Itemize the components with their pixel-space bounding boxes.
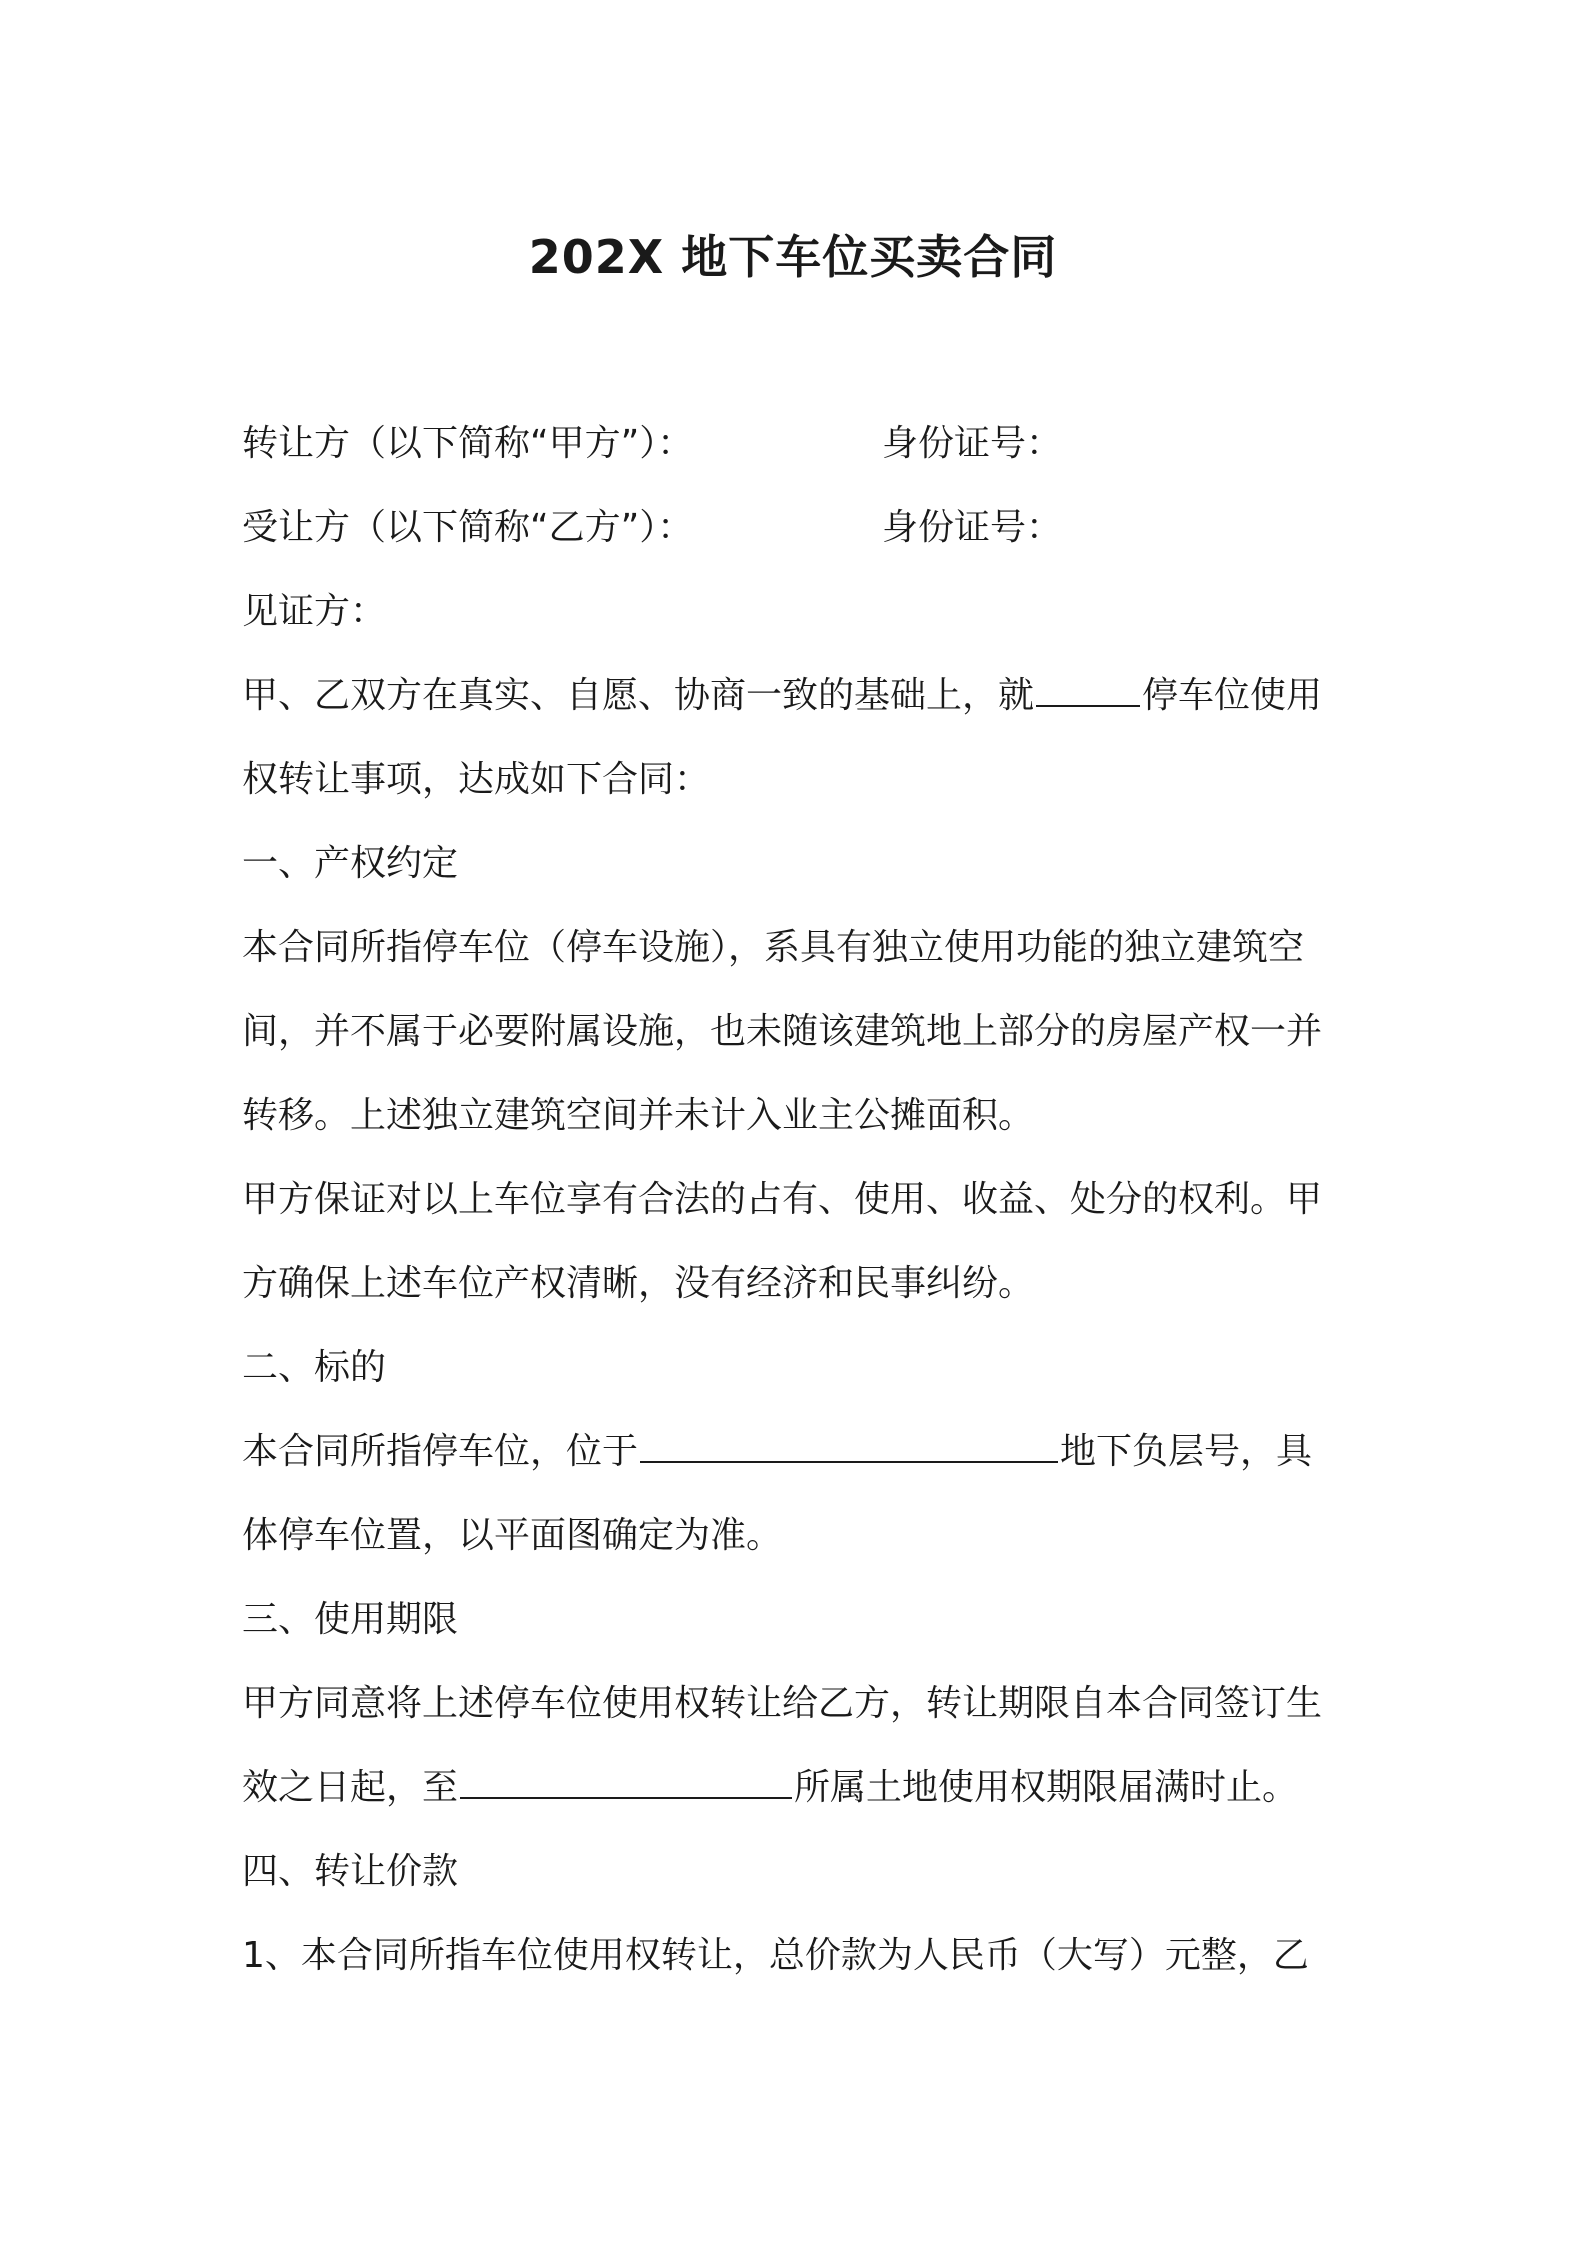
document-body [242,402,1362,1998]
term-line-1: 甲方同意将上述停车位使用权转让给乙方，转让期限自本合同签订生 [242,1683,1323,1724]
section-heading-price: 四、转让价款 [242,1851,459,1892]
witness-label: 见证方： [242,591,387,632]
ownership-line-3: 转移。上述独立建筑空间并未计入业主公摊面积。 [242,1095,1035,1136]
transferor-line [242,402,1362,486]
section-heading-term: 三、使用期限 [242,1599,459,1640]
price-line-1: 1、本合同所指车位使用权转让，总价款为人民币（大写）元整，乙 [242,1935,1309,1976]
parking-lot-blank [1036,673,1140,707]
subject-line-2: 体停车位置，以平面图确定为准。 [242,1515,783,1556]
subject-text-after: 地下负层号，具 [1060,1431,1313,1472]
ownership-line-5: 方确保上述车位产权清晰，没有经济和民事纠纷。 [242,1263,1035,1304]
term-text-after: 所属土地使用权期限届满时止。 [794,1767,1299,1808]
term-text-before: 效之日起，至 [242,1767,459,1808]
intro-text-before: 甲、乙双方在真实、自愿、协商一致的基础上，就 [242,675,1035,716]
transferor-label: 转让方（以下简称“甲方”）： [242,423,694,464]
intro-text-after: 停车位使用 [1142,675,1323,716]
term-line-2 [242,1746,1362,1830]
transferor-id-label: 身份证号： [882,423,1063,464]
transferee-line [242,486,1362,570]
location-blank [640,1429,1058,1463]
intro-line-1 [242,654,1362,738]
ownership-line-1: 本合同所指停车位（停车设施），系具有独立使用功能的独立建筑空 [242,927,1305,968]
subject-text-before: 本合同所指停车位，位于 [242,1431,639,1472]
section-heading-ownership: 一、产权约定 [242,843,459,884]
ownership-line-4: 甲方保证对以上车位享有合法的占有、使用、收益、处分的权利。甲 [242,1179,1323,1220]
document-title: 202X 地下车位买卖合同 [528,230,1058,284]
ownership-line-2: 间，并不属于必要附属设施，也未随该建筑地上部分的房屋产权一并 [242,1011,1323,1052]
transferee-id-label: 身份证号： [882,507,1063,548]
intro-line-2: 权转让事项，达成如下合同： [242,759,711,800]
witness-line [242,570,1362,654]
transferee-label: 受让方（以下简称“乙方”）： [242,507,694,548]
term-end-blank [460,1765,792,1799]
section-heading-subject: 二、标的 [242,1347,387,1388]
subject-line-1 [242,1410,1362,1494]
